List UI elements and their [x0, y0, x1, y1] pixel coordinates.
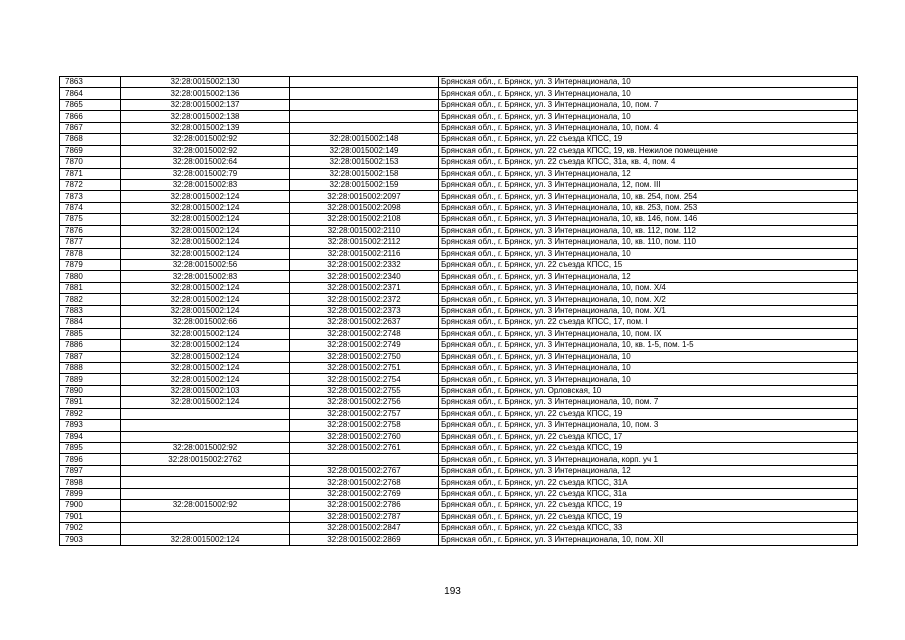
table-row [60, 362, 858, 373]
object-cadastral-number-cell: 32:28:0015002:2754 [290, 374, 439, 385]
land-cadastral-number-cell: 32:28:0015002:136 [121, 88, 290, 99]
land-cadastral-number-cell: 32:28:0015002:139 [121, 122, 290, 133]
table-row [60, 145, 858, 156]
address-cell: Брянская обл., г. Брянск, ул. 3 Интернационала, 12 [439, 271, 858, 282]
object-cadastral-number-cell [290, 454, 439, 465]
land-cadastral-number-cell: 32:28:0015002:79 [121, 168, 290, 179]
row-number-cell: 7886 [60, 340, 121, 351]
address-cell: Брянская обл., г. Брянск, ул. 3 Интернационала, 12 [439, 465, 858, 476]
row-number-cell: 7894 [60, 431, 121, 442]
row-number-cell: 7869 [60, 145, 121, 156]
address-cell: Брянская обл., г. Брянск, ул. 3 Интернационала, 10 [439, 248, 858, 259]
table-row [60, 317, 858, 328]
row-number-cell: 7873 [60, 191, 121, 202]
table-row [60, 282, 858, 293]
address-cell: Брянская обл., г. Брянск, ул. Орловская, 10 [439, 385, 858, 396]
object-cadastral-number-cell: 32:28:0015002:158 [290, 168, 439, 179]
land-cadastral-number-cell [121, 408, 290, 419]
table-row [60, 111, 858, 122]
table-row [60, 122, 858, 133]
address-cell: Брянская обл., г. Брянск, ул. 3 Интернационала, 10 [439, 77, 858, 88]
table-row [60, 523, 858, 534]
table-row [60, 477, 858, 488]
land-cadastral-number-cell: 32:28:0015002:124 [121, 225, 290, 236]
row-number-cell: 7865 [60, 99, 121, 110]
object-cadastral-number-cell: 32:28:0015002:2756 [290, 397, 439, 408]
object-cadastral-number-cell: 32:28:0015002:2769 [290, 488, 439, 499]
object-cadastral-number-cell: 32:28:0015002:2332 [290, 260, 439, 271]
table-row [60, 248, 858, 259]
object-cadastral-number-cell: 32:28:0015002:2750 [290, 351, 439, 362]
land-cadastral-number-cell [121, 431, 290, 442]
object-cadastral-number-cell [290, 99, 439, 110]
table-row [60, 260, 858, 271]
row-number-cell: 7900 [60, 500, 121, 511]
row-number-cell: 7892 [60, 408, 121, 419]
address-cell: Брянская обл., г. Брянск, ул. 3 Интернационала, 10, пом. 7 [439, 397, 858, 408]
address-cell: Брянская обл., г. Брянск, ул. 3 Интернационала, 10, пом. 7 [439, 99, 858, 110]
table-row [60, 305, 858, 316]
object-cadastral-number-cell: 32:28:0015002:2108 [290, 214, 439, 225]
land-cadastral-number-cell: 32:28:0015002:124 [121, 202, 290, 213]
object-cadastral-number-cell: 32:28:0015002:2761 [290, 443, 439, 454]
address-cell: Брянская обл., г. Брянск, ул. 22 съезда КПСС, 31а [439, 488, 858, 499]
address-cell: Брянская обл., г. Брянск, ул. 3 Интернационала, 10, пом. Х/1 [439, 305, 858, 316]
table-row [60, 77, 858, 88]
object-cadastral-number-cell: 32:28:0015002:2755 [290, 385, 439, 396]
land-cadastral-number-cell [121, 477, 290, 488]
address-cell: Брянская обл., г. Брянск, ул. 22 съезда КПСС, 19 [439, 511, 858, 522]
object-cadastral-number-cell: 32:28:0015002:2748 [290, 328, 439, 339]
object-cadastral-number-cell: 32:28:0015002:2760 [290, 431, 439, 442]
object-cadastral-number-cell: 32:28:0015002:2112 [290, 237, 439, 248]
address-cell: Брянская обл., г. Брянск, ул. 3 Интернационала, 10, пом. 4 [439, 122, 858, 133]
table-row [60, 237, 858, 248]
land-cadastral-number-cell: 32:28:0015002:124 [121, 534, 290, 545]
address-cell: Брянская обл., г. Брянск, ул. 22 съезда КПСС, 33 [439, 523, 858, 534]
address-cell: Брянская обл., г. Брянск, ул. 3 Интернационала, 10, кв. 253, пом. 253 [439, 202, 858, 213]
object-cadastral-number-cell: 32:28:0015002:2371 [290, 282, 439, 293]
object-cadastral-number-cell: 32:28:0015002:2373 [290, 305, 439, 316]
table-row [60, 271, 858, 282]
table-row [60, 328, 858, 339]
table-row [60, 488, 858, 499]
row-number-cell: 7884 [60, 317, 121, 328]
address-cell: Брянская обл., г. Брянск, ул. 3 Интернационала, 10, кв. 112, пом. 112 [439, 225, 858, 236]
object-cadastral-number-cell [290, 77, 439, 88]
table-row [60, 351, 858, 362]
address-cell: Брянская обл., г. Брянск, ул. 22 съезда КПСС, 19, кв. Нежилое помещение [439, 145, 858, 156]
address-cell: Брянская обл., г. Брянск, ул. 22 съезда КПСС, 15 [439, 260, 858, 271]
land-cadastral-number-cell: 32:28:0015002:124 [121, 248, 290, 259]
object-cadastral-number-cell: 32:28:0015002:2116 [290, 248, 439, 259]
table-row [60, 340, 858, 351]
row-number-cell: 7889 [60, 374, 121, 385]
address-cell: Брянская обл., г. Брянск, ул. 3 Интернационала, 10, пом. Х/4 [439, 282, 858, 293]
land-cadastral-number-cell: 32:28:0015002:124 [121, 362, 290, 373]
table-row [60, 225, 858, 236]
address-cell: Брянская обл., г. Брянск, ул. 3 Интернационала, 10 [439, 362, 858, 373]
object-cadastral-number-cell: 32:28:0015002:2637 [290, 317, 439, 328]
object-cadastral-number-cell: 32:28:0015002:2110 [290, 225, 439, 236]
object-cadastral-number-cell [290, 122, 439, 133]
address-cell: Брянская обл., г. Брянск, ул. 22 съезда КПСС, 19 [439, 134, 858, 145]
object-cadastral-number-cell: 32:28:0015002:2340 [290, 271, 439, 282]
row-number-cell: 7880 [60, 271, 121, 282]
land-cadastral-number-cell: 32:28:0015002:92 [121, 134, 290, 145]
table-row [60, 431, 858, 442]
object-cadastral-number-cell: 32:28:0015002:2786 [290, 500, 439, 511]
address-cell: Брянская обл., г. Брянск, ул. 22 съезда КПСС, 19 [439, 443, 858, 454]
table-row [60, 465, 858, 476]
land-cadastral-number-cell: 32:28:0015002:124 [121, 340, 290, 351]
table-row [60, 443, 858, 454]
land-cadastral-number-cell: 32:28:0015002:124 [121, 191, 290, 202]
table-row [60, 374, 858, 385]
row-number-cell: 7891 [60, 397, 121, 408]
table-row [60, 88, 858, 99]
land-cadastral-number-cell: 32:28:0015002:2762 [121, 454, 290, 465]
object-cadastral-number-cell: 32:28:0015002:2097 [290, 191, 439, 202]
object-cadastral-number-cell: 32:28:0015002:2751 [290, 362, 439, 373]
land-cadastral-number-cell: 32:28:0015002:83 [121, 179, 290, 190]
address-cell: Брянская обл., г. Брянск, ул. 3 Интернационала, 10, пом. 3 [439, 420, 858, 431]
table-row [60, 99, 858, 110]
object-cadastral-number-cell: 32:28:0015002:2758 [290, 420, 439, 431]
address-cell: Брянская обл., г. Брянск, ул. 22 съезда КПСС, 31А [439, 477, 858, 488]
land-cadastral-number-cell: 32:28:0015002:64 [121, 157, 290, 168]
row-number-cell: 7895 [60, 443, 121, 454]
row-number-cell: 7874 [60, 202, 121, 213]
land-cadastral-number-cell [121, 420, 290, 431]
table-row [60, 454, 858, 465]
row-number-cell: 7902 [60, 523, 121, 534]
row-number-cell: 7882 [60, 294, 121, 305]
address-cell: Брянская обл., г. Брянск, ул. 3 Интернационала, 12, пом. III [439, 179, 858, 190]
row-number-cell: 7863 [60, 77, 121, 88]
row-number-cell: 7898 [60, 477, 121, 488]
address-cell: Брянская обл., г. Брянск, ул. 3 Интернационала, 10, пом. Х/2 [439, 294, 858, 305]
land-cadastral-number-cell: 32:28:0015002:83 [121, 271, 290, 282]
land-cadastral-number-cell: 32:28:0015002:92 [121, 443, 290, 454]
land-cadastral-number-cell: 32:28:0015002:66 [121, 317, 290, 328]
row-number-cell: 7899 [60, 488, 121, 499]
land-cadastral-number-cell: 32:28:0015002:130 [121, 77, 290, 88]
land-cadastral-number-cell: 32:28:0015002:124 [121, 351, 290, 362]
address-cell: Брянская обл., г. Брянск, ул. 3 Интернационала, 10, кв. 1-5, пом. 1-5 [439, 340, 858, 351]
object-cadastral-number-cell: 32:28:0015002:2768 [290, 477, 439, 488]
row-number-cell: 7888 [60, 362, 121, 373]
table-body [60, 77, 858, 546]
object-cadastral-number-cell: 32:28:0015002:2787 [290, 511, 439, 522]
object-cadastral-number-cell: 32:28:0015002:148 [290, 134, 439, 145]
address-cell: Брянская обл., г. Брянск, ул. 3 Интернационала, 10, кв. 254, пом. 254 [439, 191, 858, 202]
address-cell: Брянская обл., г. Брянск, ул. 22 съезда КПСС, 19 [439, 408, 858, 419]
land-cadastral-number-cell: 32:28:0015002:138 [121, 111, 290, 122]
row-number-cell: 7875 [60, 214, 121, 225]
address-cell: Брянская обл., г. Брянск, ул. 3 Интернационала, 10, кв. 110, пом. 110 [439, 237, 858, 248]
row-number-cell: 7872 [60, 179, 121, 190]
object-cadastral-number-cell [290, 88, 439, 99]
address-cell: Брянская обл., г. Брянск, ул. 3 Интернационала, 10, кв. 146, пом. 146 [439, 214, 858, 225]
row-number-cell: 7903 [60, 534, 121, 545]
land-cadastral-number-cell: 32:28:0015002:124 [121, 294, 290, 305]
row-number-cell: 7877 [60, 237, 121, 248]
table-row [60, 534, 858, 545]
address-cell: Брянская обл., г. Брянск, ул. 3 Интернационала, 10, пом. XII [439, 534, 858, 545]
row-number-cell: 7883 [60, 305, 121, 316]
land-cadastral-number-cell [121, 465, 290, 476]
object-cadastral-number-cell: 32:28:0015002:2767 [290, 465, 439, 476]
land-cadastral-number-cell: 32:28:0015002:124 [121, 305, 290, 316]
table-row [60, 408, 858, 419]
object-cadastral-number-cell: 32:28:0015002:149 [290, 145, 439, 156]
row-number-cell: 7876 [60, 225, 121, 236]
address-cell: Брянская обл., г. Брянск, ул. 3 Интернационала, 10 [439, 374, 858, 385]
row-number-cell: 7901 [60, 511, 121, 522]
table-row [60, 134, 858, 145]
row-number-cell: 7881 [60, 282, 121, 293]
table-row [60, 511, 858, 522]
object-cadastral-number-cell: 32:28:0015002:2098 [290, 202, 439, 213]
table-row [60, 420, 858, 431]
address-cell: Брянская обл., г. Брянск, ул. 3 Интернационала, корп. уч 1 [439, 454, 858, 465]
address-cell: Брянская обл., г. Брянск, ул. 3 Интернационала, 12 [439, 168, 858, 179]
row-number-cell: 7893 [60, 420, 121, 431]
object-cadastral-number-cell: 32:28:0015002:2757 [290, 408, 439, 419]
address-cell: Брянская обл., г. Брянск, ул. 22 съезда КПСС, 17 [439, 431, 858, 442]
object-cadastral-number-cell: 32:28:0015002:2749 [290, 340, 439, 351]
table-row [60, 214, 858, 225]
land-cadastral-number-cell: 32:28:0015002:103 [121, 385, 290, 396]
row-number-cell: 7871 [60, 168, 121, 179]
land-cadastral-number-cell: 32:28:0015002:92 [121, 500, 290, 511]
address-cell: Брянская обл., г. Брянск, ул. 3 Интернационала, 10 [439, 351, 858, 362]
table-row [60, 500, 858, 511]
land-cadastral-number-cell: 32:28:0015002:124 [121, 282, 290, 293]
row-number-cell: 7868 [60, 134, 121, 145]
cadastral-table [59, 76, 858, 546]
land-cadastral-number-cell: 32:28:0015002:124 [121, 237, 290, 248]
land-cadastral-number-cell: 32:28:0015002:124 [121, 214, 290, 225]
table-row [60, 179, 858, 190]
table-row [60, 191, 858, 202]
address-cell: Брянская обл., г. Брянск, ул. 3 Интернационала, 10, пом. IX [439, 328, 858, 339]
object-cadastral-number-cell: 32:28:0015002:2847 [290, 523, 439, 534]
land-cadastral-number-cell [121, 511, 290, 522]
address-cell: Брянская обл., г. Брянск, ул. 22 съезда КПСС, 19 [439, 500, 858, 511]
address-cell: Брянская обл., г. Брянск, ул. 22 съезда КПСС, 31а, кв. 4, пом. 4 [439, 157, 858, 168]
table-row [60, 385, 858, 396]
table-row [60, 168, 858, 179]
land-cadastral-number-cell [121, 488, 290, 499]
table-row [60, 157, 858, 168]
address-cell: Брянская обл., г. Брянск, ул. 3 Интернационала, 10 [439, 88, 858, 99]
object-cadastral-number-cell: 32:28:0015002:2869 [290, 534, 439, 545]
row-number-cell: 7870 [60, 157, 121, 168]
row-number-cell: 7896 [60, 454, 121, 465]
row-number-cell: 7867 [60, 122, 121, 133]
address-cell: Брянская обл., г. Брянск, ул. 22 съезда КПСС, 17, пом. I [439, 317, 858, 328]
row-number-cell: 7878 [60, 248, 121, 259]
land-cadastral-number-cell: 32:28:0015002:124 [121, 374, 290, 385]
object-cadastral-number-cell: 32:28:0015002:159 [290, 179, 439, 190]
land-cadastral-number-cell: 32:28:0015002:137 [121, 99, 290, 110]
row-number-cell: 7866 [60, 111, 121, 122]
address-cell: Брянская обл., г. Брянск, ул. 3 Интернационала, 10 [439, 111, 858, 122]
land-cadastral-number-cell: 32:28:0015002:56 [121, 260, 290, 271]
object-cadastral-number-cell: 32:28:0015002:153 [290, 157, 439, 168]
row-number-cell: 7879 [60, 260, 121, 271]
row-number-cell: 7885 [60, 328, 121, 339]
page-number: 193 [444, 586, 461, 597]
land-cadastral-number-cell: 32:28:0015002:92 [121, 145, 290, 156]
object-cadastral-number-cell [290, 111, 439, 122]
row-number-cell: 7890 [60, 385, 121, 396]
land-cadastral-number-cell [121, 523, 290, 534]
row-number-cell: 7864 [60, 88, 121, 99]
table-row [60, 202, 858, 213]
object-cadastral-number-cell: 32:28:0015002:2372 [290, 294, 439, 305]
row-number-cell: 7887 [60, 351, 121, 362]
row-number-cell: 7897 [60, 465, 121, 476]
land-cadastral-number-cell: 32:28:0015002:124 [121, 397, 290, 408]
land-cadastral-number-cell: 32:28:0015002:124 [121, 328, 290, 339]
table-row [60, 397, 858, 408]
table-row [60, 294, 858, 305]
